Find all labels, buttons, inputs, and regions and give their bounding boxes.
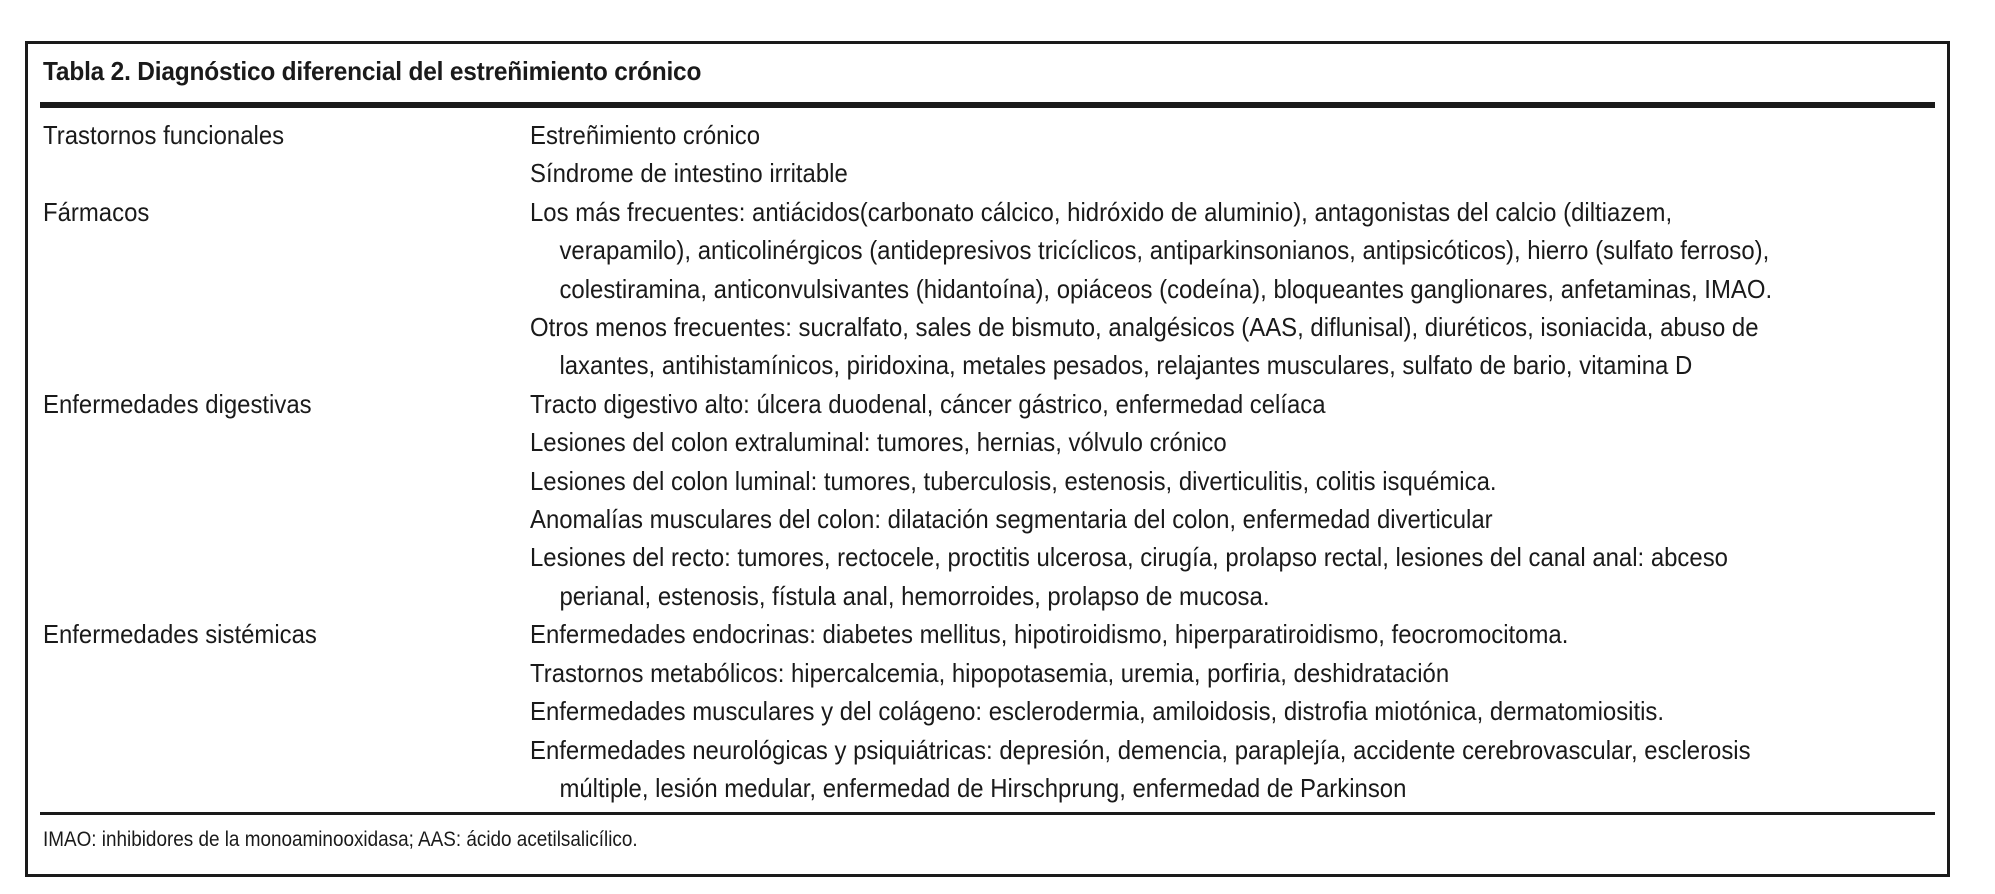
table-row xyxy=(43,193,1933,385)
list-item: Enfermedades endocrinas: diabetes mellitus, hipotiroidismo, hiperparatiroidismo, feocromocitoma. xyxy=(530,619,1569,650)
table-frame xyxy=(25,41,1950,877)
list-item: Tracto digestivo alto: úlcera duodenal, cáncer gástrico, enfermedad celíaca xyxy=(530,388,1326,419)
table-body xyxy=(43,116,1933,807)
list-item: Enfermedades musculares y del colágeno: esclerodermia, amiloidosis, distrofia miotónica, dermatomiositis. xyxy=(530,696,1665,727)
table-footnote: IMAO: inhibidores de la monoaminooxidasa; AAS: ácido acetilsalicílico. xyxy=(43,828,638,851)
title-rule xyxy=(40,102,1935,108)
list-item: Otros menos frecuentes: sucralfato, sales de bismuto, analgésicos (AAS, diflunisal), diuréticos, isoniacida, abuso de xyxy=(530,312,1759,343)
list-item: Enfermedades neurológicas y psiquiátricas: depresión, demencia, paraplejía, accidente cerebrovascular, esclerosis xyxy=(530,734,1751,765)
row-items xyxy=(530,615,1933,807)
row-items xyxy=(530,385,1933,615)
list-item: Estreñimiento crónico xyxy=(530,120,760,150)
table-row xyxy=(43,116,1933,193)
row-items xyxy=(530,193,1933,385)
row-category: Fármacos xyxy=(43,196,150,227)
row-category: Enfermedades sistémicas xyxy=(43,619,317,650)
list-item-continuation: múltiple, lesión medular, enfermedad de Hirschprung, enfermedad de Parkinson xyxy=(559,772,1407,803)
row-category: Trastornos funcionales xyxy=(43,120,285,150)
table-title: Tabla 2. Diagnóstico diferencial del estreñimiento crónico xyxy=(43,56,702,86)
table-row xyxy=(43,385,1933,615)
list-item: Lesiones del colon extraluminal: tumores, hernias, vólvulo crónico xyxy=(530,427,1227,458)
list-item-continuation: colestiramina, anticonvulsivantes (hidantoína), opiáceos (codeína), bloqueantes ganglionares, anfetaminas, IMAO. xyxy=(559,273,1773,304)
list-item-continuation: perianal, estenosis, fístula anal, hemorroides, prolapso de mucosa. xyxy=(559,580,1270,611)
row-items xyxy=(530,116,1933,193)
list-item: Lesiones del colon luminal: tumores, tuberculosis, estenosis, diverticulitis, colitis isquémica. xyxy=(530,465,1497,496)
list-item: Anomalías musculares del colon: dilatación segmentaria del colon, enfermedad diverticular xyxy=(530,504,1493,535)
footnote-rule xyxy=(40,812,1935,815)
list-item-continuation: laxantes, antihistamínicos, piridoxina, metales pesados, relajantes musculares, sulfato de bario, vitamina D xyxy=(559,350,1693,381)
list-item: Lesiones del recto: tumores, rectocele, proctitis ulcerosa, cirugía, prolapso rectal, lesiones del canal anal: abceso xyxy=(530,542,1728,573)
list-item: Los más frecuentes: antiácidos(carbonato cálcico, hidróxido de aluminio), antagonistas del calcio (diltiazem, xyxy=(530,196,1673,227)
list-item-continuation: verapamilo), anticolinérgicos (antidepresivos tricíclicos, antiparkinsonianos, antipsicóticos), hierro (sulfato ferroso), xyxy=(559,235,1770,266)
row-category: Enfermedades digestivas xyxy=(43,388,312,419)
list-item: Síndrome de intestino irritable xyxy=(530,158,848,189)
table-row xyxy=(43,615,1933,807)
list-item: Trastornos metabólicos: hipercalcemia, hipopotasemia, uremia, porfiria, deshidratación xyxy=(530,657,1450,688)
